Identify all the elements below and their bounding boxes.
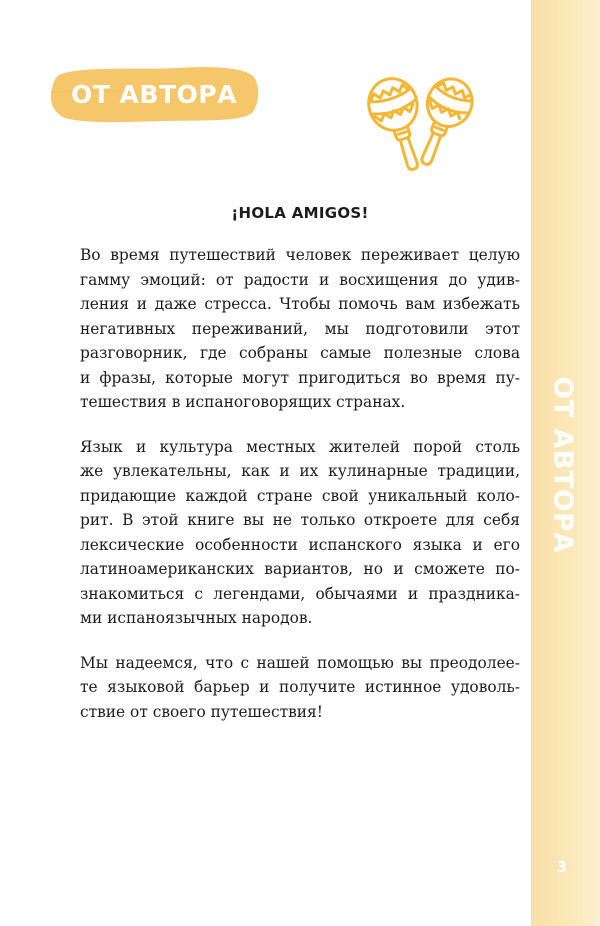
text-line: ления и даже стресса. Чтобы помочь вам избежать [80,295,520,313]
body-text [80,243,520,744]
text-line: Мы надеемся, что с нашей помощью вы преодолее- [80,653,520,672]
text-line: латиноамериканских вариантов, но и сможете по- [80,560,520,578]
page-number: 3 [556,858,568,876]
side-tab-label-text: ОТ АВТОРА [547,376,578,554]
text-line: рит. В этой книге вы не только откроете для себя [80,511,520,529]
text-line: и фразы, которые могут пригодиться во время пу- [80,368,520,387]
maracas-icon [362,74,478,178]
paragraph-1 [80,243,520,415]
text-line: лексические особенности испанского языка и его [80,535,520,554]
text-line: знакомиться с легендами, обычаями и праздника- [80,584,520,603]
text-line: разговорник, где собраны самые полезные слова [80,344,520,362]
text-line: Язык и культура местных жителей порой столь [80,437,520,456]
text-line: те языковой барьер и получите истинное удоволь- [80,678,520,696]
side-tab-label [545,376,579,554]
page-title-badge [47,62,261,126]
text-line: же увлекательны, как и их кулинарные традиции, [80,462,520,480]
text-line: Во время путешествий человек переживает целую [80,246,520,264]
text-line: придающие каждой стране свой уникальный коло- [80,486,520,505]
paragraph-3 [80,651,520,725]
text-line: гамму эмоций: от радости и восхищения до удив- [80,270,520,289]
text-line: ми испаноязычных народов. [80,609,313,627]
text-line: негативных переживаний, мы подготовили этот [80,319,520,338]
section-heading: ¡HOLA AMIGOS! [231,204,369,222]
text-line: ствие от своего путешествия! [80,702,323,721]
text-line: тешествия в испаноговорящих странах. [80,393,406,411]
page-title: ОТ АВТОРА [71,79,237,109]
paragraph-2 [80,435,520,631]
